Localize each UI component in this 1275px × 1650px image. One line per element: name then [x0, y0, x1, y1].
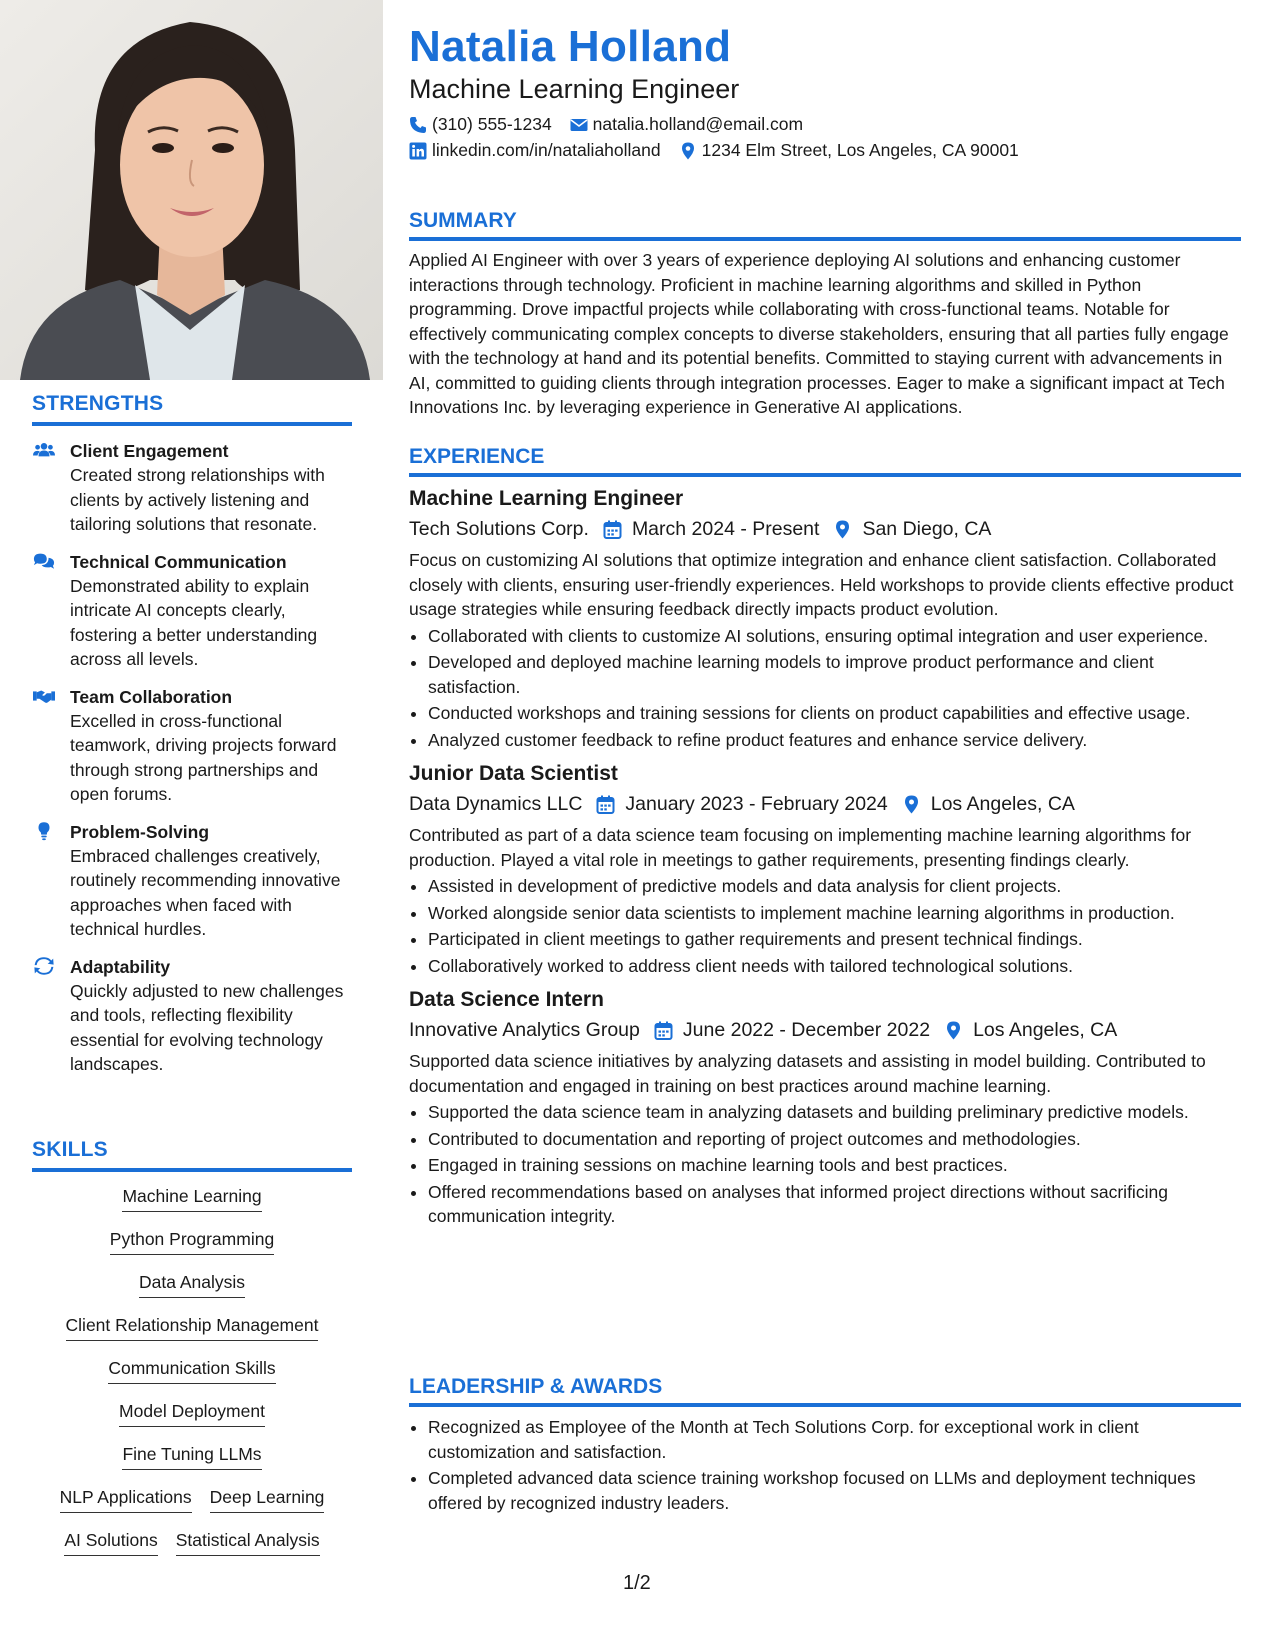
- leadership-bullets: [409, 1415, 1241, 1515]
- summary-text: Applied AI Engineer with over 3 years of experience deploying AI solutions and enhancing customer interactions through technology. Proficient in machine learning algorithms and skilled in Python programming. Drove impactful projects while collaborating with cross-functional teams. Notable for effectively communicating complex concepts to diverse stakeholders, ensuring that all parties fully engage with the technology at hand and its potential benefits. Committed to staying current with advancements in AI, committed to guiding clients through integration processes. Eager to make a significant impact at Tech Innovations Inc. by leveraging experience in Generative AI applications.: [409, 250, 1229, 417]
- job-title: Machine Learning Engineer: [409, 487, 684, 510]
- skill-tag: Model Deployment: [119, 1399, 265, 1427]
- skills-section: [32, 1138, 352, 1571]
- location-pin-icon: [944, 1021, 963, 1040]
- job-location: Los Angeles, CA: [930, 793, 1075, 815]
- location-pin-icon: [902, 795, 921, 814]
- skills-heading: SKILLS: [32, 1138, 352, 1172]
- strength-desc: Created strong relationships with clients by actively listening and tailoring solutions that resonate.: [70, 465, 325, 534]
- skill-tag: Client Relationship Management: [66, 1313, 319, 1341]
- comments-icon: [32, 551, 56, 571]
- experience-section: [409, 445, 1241, 1231]
- strength-desc: Embraced challenges creatively, routinely recommending innovative approaches when faced with technical hurdles.: [70, 845, 341, 939]
- strength-item: [32, 550, 352, 672]
- strength-desc: Demonstrated ability to explain intricate AI concepts clearly, fostering a better understanding across all levels.: [70, 575, 318, 669]
- strengths-section: [32, 392, 352, 1077]
- job-title: Data Science Intern: [409, 988, 604, 1011]
- list-item: • Supported the data science team in analyzing datasets and building preliminary predictive models.: [428, 1100, 1241, 1125]
- skill-tag: Data Analysis: [139, 1270, 245, 1298]
- calendar-icon: [654, 1021, 673, 1040]
- strength-title: Client Engagement: [70, 441, 229, 461]
- job-dates: June 2022 - December 2022: [682, 1019, 931, 1041]
- skill-tag: NLP Applications: [60, 1485, 192, 1513]
- skills-list: [32, 1184, 352, 1556]
- calendar-icon: [603, 520, 622, 539]
- list-item: • Assisted in development of predictive models and data analysis for client projects.: [428, 874, 1241, 899]
- summary-section: [409, 209, 1241, 420]
- strength-title: Team Collaboration: [70, 686, 233, 707]
- skill-tag: Python Programming: [110, 1227, 274, 1255]
- job-bullets: [409, 624, 1241, 753]
- list-item: • Collaboratively worked to address client needs with tailored technological solutions.: [428, 954, 1241, 979]
- job-entry: [409, 485, 1241, 752]
- left-column: [0, 0, 383, 1650]
- strength-title: Problem-Solving: [70, 821, 210, 842]
- job-description: Contributed as part of a data science team focusing on implementing machine learning algorithms for production. Played a vital role in meetings to gather requirements, presenting findings clearly.: [409, 825, 1192, 870]
- list-item: • Completed advanced data science training workshop focused on LLMs and deployment techniques offered by recognized industry leaders.: [428, 1466, 1241, 1515]
- strength-item: [32, 685, 352, 807]
- leadership-heading: LEADERSHIP & AWARDS: [409, 1375, 1241, 1407]
- list-item: • Participated in client meetings to gather requirements and present technical findings.: [428, 927, 1241, 952]
- job-bullets: [409, 874, 1241, 978]
- job-location: San Diego, CA: [862, 518, 992, 540]
- strength-desc: Excelled in cross-functional teamwork, driving projects forward through strong partnerships and open forums.: [70, 710, 337, 804]
- phone-icon: [409, 116, 427, 134]
- handshake-icon: [32, 686, 56, 706]
- email-contact[interactable]: [570, 114, 803, 135]
- strength-item: [32, 439, 352, 537]
- list-item: • Analyzed customer feedback to refine product features and enhance service delivery.: [428, 728, 1241, 753]
- skill-tag: Deep Learning: [210, 1485, 325, 1513]
- list-item: • Collaborated with clients to customize AI solutions, ensuring optimal integration and user experience.: [428, 624, 1241, 649]
- job-entry: [409, 760, 1241, 978]
- skill-tag: Fine Tuning LLMs: [122, 1442, 261, 1470]
- strength-title: Technical Communication: [70, 551, 287, 572]
- skill-tag: Machine Learning: [122, 1184, 261, 1212]
- job-bullets: [409, 1100, 1241, 1229]
- job-title: Junior Data Scientist: [409, 762, 618, 785]
- skill-tag: Communication Skills: [108, 1356, 275, 1384]
- job-location: Los Angeles, CA: [973, 1019, 1118, 1041]
- list-item: • Offered recommendations based on analyses that informed project directions without sacrificing communication integrity.: [428, 1180, 1241, 1229]
- linkedin-icon: [409, 142, 427, 160]
- list-item: • Developed and deployed machine learning models to improve product performance and client satisfaction.: [428, 650, 1241, 699]
- phone-text: (310) 555-1234: [432, 114, 552, 134]
- contact-row-1: [409, 114, 821, 135]
- job-description: Supported data science initiatives by analyzing datasets and assisting in model building. Contributed to documentation and engaged in training on best practices around machine learning.: [409, 1051, 1206, 1096]
- job-company: Data Dynamics LLC: [409, 793, 583, 815]
- list-item: • Conducted workshops and training sessions for clients on product capabilities and effective usage.: [428, 701, 1241, 726]
- job-dates: March 2024 - Present: [631, 518, 820, 540]
- job-company: Tech Solutions Corp.: [409, 518, 589, 540]
- phone-contact: [409, 114, 552, 135]
- linkedin-contact[interactable]: [409, 140, 661, 161]
- profile-photo: [0, 0, 383, 380]
- job-meta: [409, 1015, 1241, 1045]
- lightbulb-icon: [32, 821, 56, 841]
- list-item: • Contributed to documentation and reporting of project outcomes and methodologies.: [428, 1127, 1241, 1152]
- job-company: Innovative Analytics Group: [409, 1019, 640, 1041]
- calendar-icon: [596, 795, 615, 814]
- contact-row-2: [409, 140, 1037, 161]
- summary-heading: SUMMARY: [409, 209, 1241, 241]
- email-text: natalia.holland@email.com: [592, 114, 804, 134]
- linkedin-text: linkedin.com/in/nataliaholland: [432, 140, 661, 160]
- job-dates: January 2023 - February 2024: [625, 793, 888, 815]
- strength-item: [32, 955, 352, 1077]
- address-text: 1234 Elm Street, Los Angeles, CA 90001: [701, 140, 1019, 160]
- location-pin-icon: [679, 142, 697, 160]
- users-icon: [32, 440, 56, 460]
- candidate-title: Machine Learning Engineer: [409, 74, 740, 104]
- job-entry: [409, 986, 1241, 1229]
- list-item: • Worked alongside senior data scientists to implement machine learning algorithms in production.: [428, 901, 1241, 926]
- candidate-name: Natalia Holland: [409, 22, 732, 71]
- skill-tag: Statistical Analysis: [176, 1528, 320, 1556]
- leadership-section: [409, 1375, 1241, 1517]
- address-contact: [679, 140, 1019, 161]
- experience-heading: EXPERIENCE: [409, 445, 1241, 477]
- strengths-heading: STRENGTHS: [32, 392, 352, 426]
- strength-desc: Quickly adjusted to new challenges and tools, reflecting flexibility essential for evolving technology landscapes.: [70, 980, 344, 1074]
- envelope-icon: [570, 116, 588, 134]
- list-item: • Recognized as Employee of the Month at Tech Solutions Corp. for exceptional work in client customization and satisfaction.: [428, 1415, 1241, 1464]
- portrait-illustration: [0, 0, 383, 380]
- strength-title: Adaptability: [70, 956, 171, 977]
- sync-icon: [32, 956, 56, 976]
- skill-tag: AI Solutions: [64, 1528, 157, 1556]
- location-pin-icon: [833, 520, 852, 539]
- job-meta: [409, 514, 1241, 544]
- job-meta: [409, 789, 1241, 819]
- page-number: 1/2: [623, 1572, 651, 1594]
- job-description: Focus on customizing AI solutions that optimize integration and enhance client satisfaction. Collaborated closely with clients, ensuring user-friendly experiences. Held workshops to provide clients effective product usage strategies while ensuring feedback directly impacts product evolution.: [409, 550, 1234, 619]
- strength-item: [32, 820, 352, 942]
- list-item: • Engaged in training sessions on machine learning tools and best practices.: [428, 1153, 1241, 1178]
